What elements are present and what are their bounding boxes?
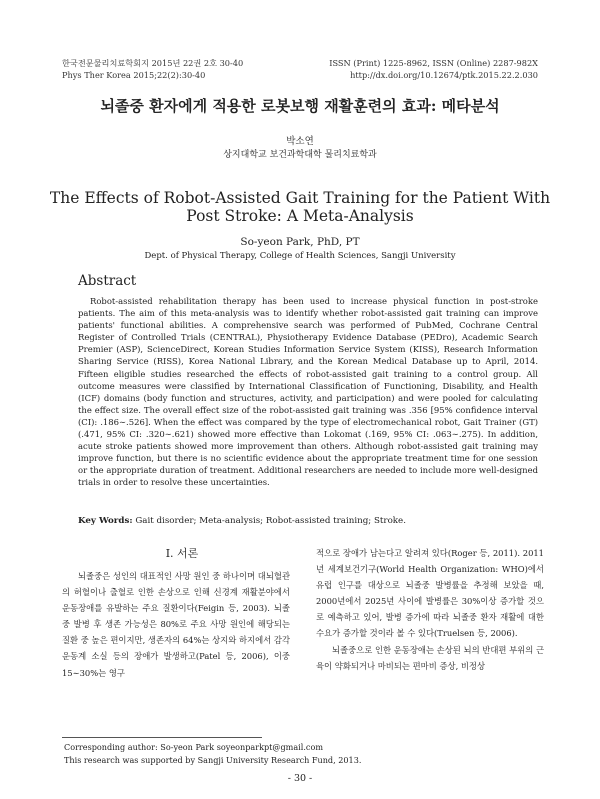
abstract-body: Robot-assisted rehabilitation therapy has been used to increase physical function in post-stroke patients. The aim of this meta-analysis was to identify whether robot-assisted gait training can improve patients' functional abilities. A comprehensive search was performed of PubMed, Cochrane Central Register of Controlled Trials (CENTRAL), Physiotherapy Evidence Database (PEDro), Academic Search Premier (ASP), ScienceDirect, Korean Studies Information Service System (KISS), Research Information Sharing Service (RISS), Korea National Library, and the Korean Medical Database up to April, 2014. Fifteen eligible studies researched the effects of robot-assisted gait training to a control group. All outcome measures were classified by International Classification of Functioning, Disability, and Health (ICF) domains (body function and structures, activity, and participation) and were pooled for calculating the effect size. The overall effect size of the robot-assisted gait training was .356 [95% confidence interval (CI): .186∼.526]. When the effect was compared by the type of electromechanical robot, Gait Trainer (GT) (.471, 95% CI: .320∼.621) showed more effective than Lokomat (.169, 95% CI: .063∼.275). In addition, acute stroke patients showed more improvement than others. Although robot-assisted gait training may improve function, but there is no scientific evidence about the appropriate treatment time for one session or the appropriate duration of treatment. Additional researchers are needed to include more well-designed trials in order to resolve these uncertainties.: [78, 296, 538, 488]
journal-header-citation: Phys Ther Korea 2015;22(2):30-40: [62, 70, 206, 80]
keywords: [78, 516, 548, 526]
author-name-korean: 박소연: [286, 136, 314, 147]
section-heading-introduction: Ⅰ. 서론: [165, 547, 199, 560]
affiliation-korean: 상지대학교 보건과학대학 물리치료학과: [223, 150, 377, 160]
journal-issn: ISSN (Print) 1225-8962, ISSN (Online) 2287-982X: [329, 58, 538, 68]
keywords-label: Key Words:: [78, 516, 133, 526]
paper-title-english: The Effects of Robot-Assisted Gait Training for the Patient With Post Stroke: A Meta-Analysis: [49, 189, 551, 225]
introduction-right-column: [316, 545, 544, 674]
journal-doi-link[interactable]: http://dx.doi.org/10.12674/ptk.2015.22.2.030: [350, 70, 538, 80]
journal-header-korean: 한국전문물리치료학회지 2015년 22권 2호 30-40: [62, 58, 244, 68]
corresponding-author-footnote: Corresponding author: So-yeon Park soyeonparkpt@gmail.com: [64, 742, 324, 752]
author-name-english: So-yeon Park, PhD, PT: [240, 236, 360, 248]
introduction-paragraph-1: 적으로 장애가 남는다고 알려져 있다(Roger 등, 2011). 2011년 세계보건기구(World Health Organization: WHO)에서 유럽 인구를 대상으로 뇌졸중 발병률을 추정해 보았을 때, 2000년에서 2025년 사이에 발병률은 30%이상 증가할 것으로 예측하고 있어, 발병 증가에 따라 뇌졸중 환자 재활에 대한 수요가 증가할 것이라 볼 수 있다(Truelsen 등, 2006).: [316, 548, 544, 639]
introduction-left-column: 뇌졸중은 성인의 대표적인 사망 원인 중 하나이며 대뇌혈관의 허혈이나 출혈로 인한 손상으로 인해 신경계 재활분야에서 운동장애를 유발하는 주요 질환이다(Feigin 등, 2003). 뇌졸중 발병 후 생존 가능성은 80%로 주요 사망 원인에 해당되는 질환 중 높은 편이지만, 생존자의 64%는 상지와 하지에서 감각운동계 소실 등의 장애가 발생하고(Patel 등, 2006), 이중 15∼30%는 영구: [62, 571, 291, 678]
footnote-divider: [62, 737, 262, 738]
affiliation-english: Dept. of Physical Therapy, College of Health Sciences, Sangji University: [144, 251, 456, 261]
funding-footnote: This research was supported by Sangji University Research Fund, 2013.: [64, 755, 362, 765]
keywords-list: Gait disorder; Meta-analysis; Robot-assisted training; Stroke.: [135, 516, 406, 526]
paper-title-korean: 뇌졸중 환자에게 적용한 로봇보행 재활훈련의 효과: 메타분석: [100, 97, 500, 115]
abstract-heading: Abstract: [78, 273, 137, 289]
introduction-paragraph-2: 뇌졸중으로 인한 운동장애는 손상된 뇌의 반대편 부위의 근육이 약화되거나 마비되는 편마비 증상, 비정상: [316, 644, 545, 671]
page-number: - 30 -: [287, 773, 313, 784]
